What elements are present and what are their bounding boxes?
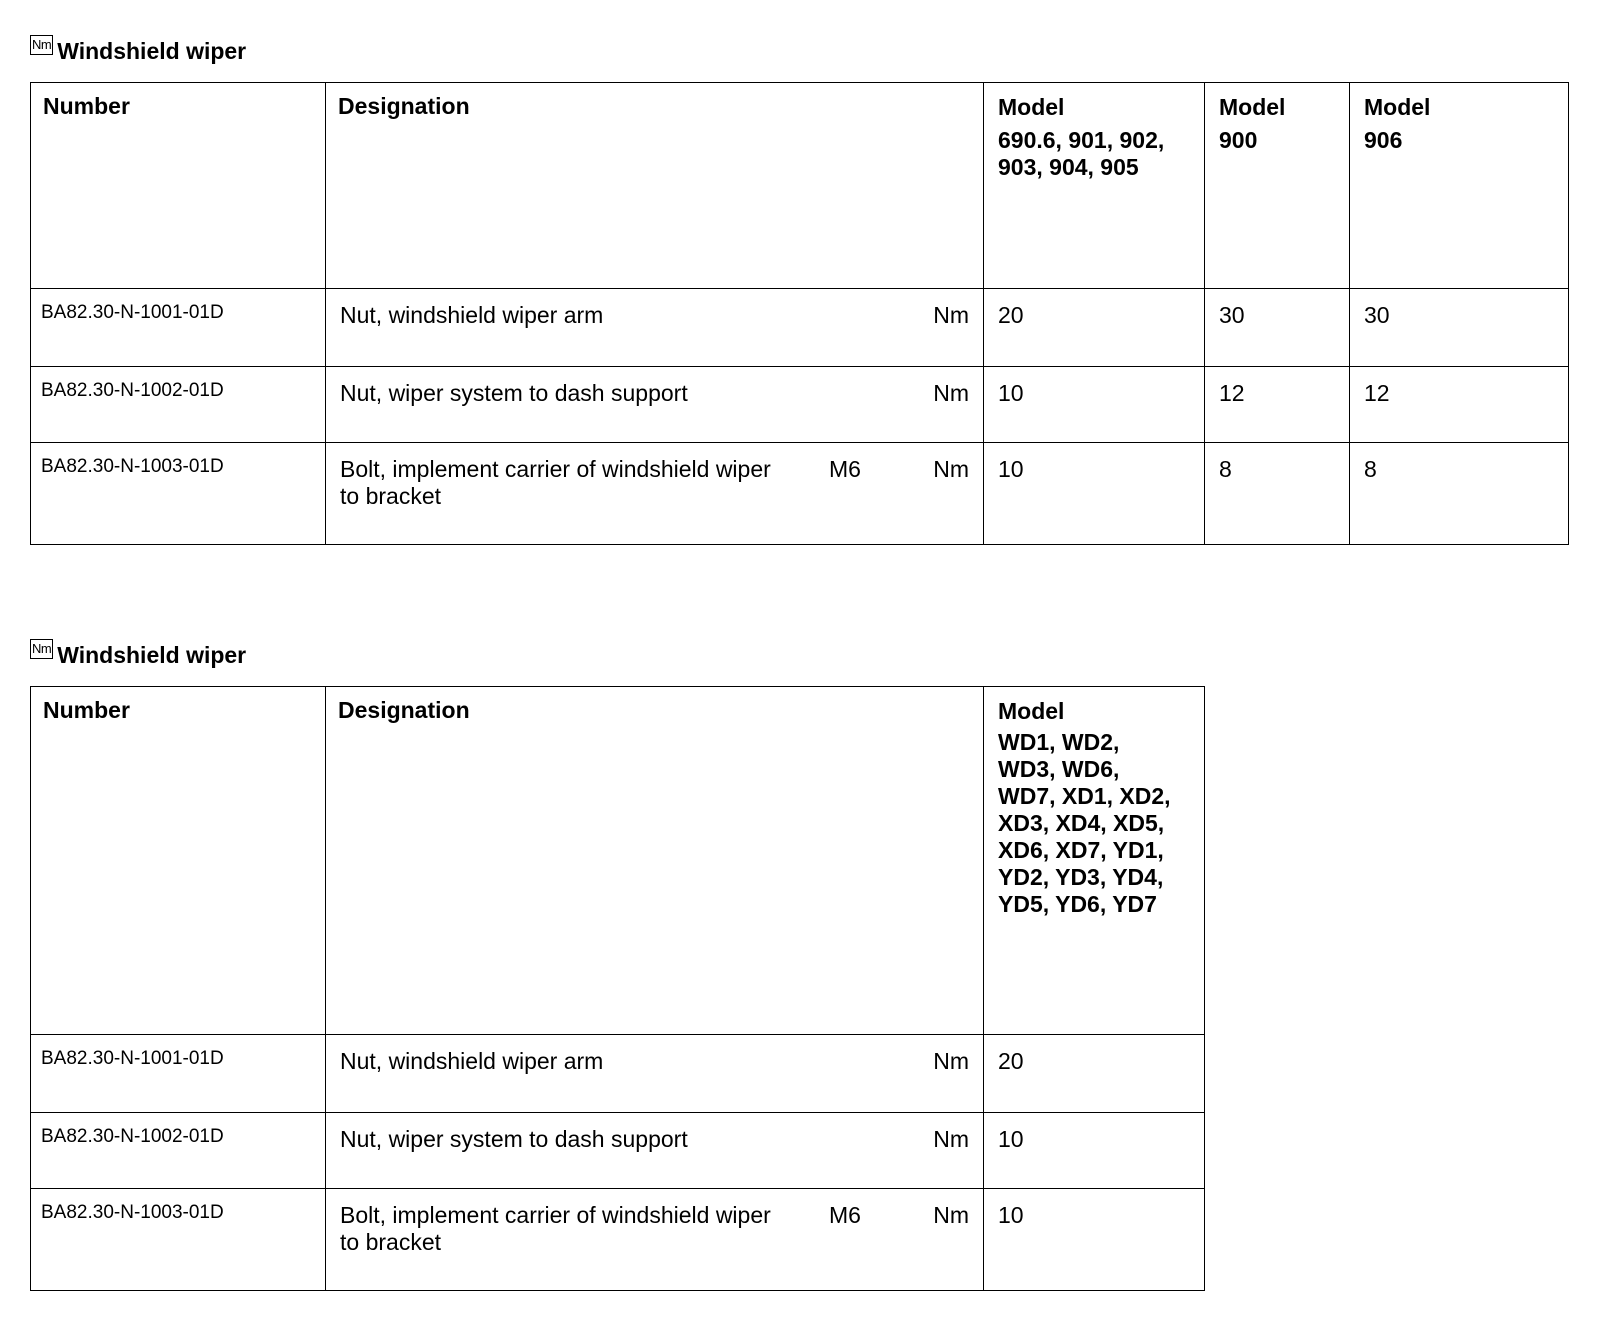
designation-text: Nut, wiper system to dash support: [340, 380, 688, 406]
row-designation: [326, 1189, 984, 1291]
header-designation: Designation: [326, 687, 984, 1035]
torque-section-1: [30, 34, 1569, 545]
designation-text: Bolt, implement carrier of windshield wiper to bracket: [340, 456, 771, 509]
designation-text: Nut, windshield wiper arm: [340, 1048, 604, 1074]
row-number: BA82.30-N-1002-01D: [31, 367, 326, 443]
row-designation: [326, 1035, 984, 1113]
header-model-list: 900: [1219, 127, 1258, 153]
row-designation: [326, 367, 984, 443]
header-model-1: [984, 687, 1205, 1035]
row-number: BA82.30-N-1001-01D: [31, 289, 326, 367]
row-value: 30: [1350, 289, 1569, 367]
torque-table-1: [30, 82, 1569, 545]
header-model-3: [1350, 83, 1569, 289]
torque-nm-icon: Nm: [30, 35, 53, 55]
header-model-list: WD1, WD2, WD3, WD6, WD7, XD1, XD2, XD3, XD4, XD5, XD6, XD7, YD1, YD2, YD3, YD4, YD5, YD6, YD7: [998, 729, 1171, 917]
designation-text: Nut, wiper system to dash support: [340, 1126, 688, 1152]
row-value: 12: [1205, 367, 1350, 443]
row-number: BA82.30-N-1003-01D: [31, 443, 326, 545]
header-model-word: Model: [1364, 94, 1431, 120]
row-designation: [326, 1113, 984, 1189]
row-number: BA82.30-N-1001-01D: [31, 1035, 326, 1113]
row-value: 8: [1205, 443, 1350, 545]
row-value: 12: [1350, 367, 1569, 443]
row-value: 10: [984, 1113, 1205, 1189]
unit-label: Nm: [933, 1048, 969, 1074]
section-title: Windshield wiper: [57, 38, 247, 64]
row-value: 20: [984, 1035, 1205, 1113]
thread-size: M6: [829, 456, 861, 482]
table-header-row: [31, 83, 1569, 289]
row-designation: [326, 443, 984, 545]
table-row: [31, 289, 1569, 367]
table-row: [31, 1035, 1205, 1113]
row-designation: [326, 289, 984, 367]
unit-label: Nm: [933, 1126, 969, 1152]
table-row: [31, 443, 1569, 545]
unit-label: Nm: [933, 302, 969, 328]
unit-label: Nm: [933, 1202, 969, 1228]
header-model-list: 906: [1364, 127, 1403, 153]
row-value: 10: [984, 443, 1205, 545]
row-value: 10: [984, 367, 1205, 443]
header-model-2: [1205, 83, 1350, 289]
designation-text: Bolt, implement carrier of windshield wiper to bracket: [340, 1202, 771, 1255]
header-model-word: Model: [998, 94, 1065, 120]
header-model-1: [984, 83, 1205, 289]
section-heading: [30, 34, 1569, 66]
header-model-word: Model: [1219, 94, 1286, 120]
unit-label: Nm: [933, 456, 969, 482]
row-value: 20: [984, 289, 1205, 367]
row-number: BA82.30-N-1002-01D: [31, 1113, 326, 1189]
header-number: Number: [31, 83, 326, 289]
header-model-word: Model: [998, 698, 1065, 724]
section-heading: [30, 638, 1205, 670]
torque-table-2: [30, 686, 1205, 1291]
row-value: 10: [984, 1189, 1205, 1291]
designation-text: Nut, windshield wiper arm: [340, 302, 604, 328]
table-row: [31, 1113, 1205, 1189]
torque-section-2: [30, 638, 1205, 1291]
unit-label: Nm: [933, 380, 969, 406]
header-number: Number: [31, 687, 326, 1035]
row-value: 8: [1350, 443, 1569, 545]
table-header-row: [31, 687, 1205, 1035]
header-designation: Designation: [326, 83, 984, 289]
torque-nm-icon: Nm: [30, 639, 53, 659]
table-row: [31, 1189, 1205, 1291]
section-title: Windshield wiper: [57, 642, 247, 668]
thread-size: M6: [829, 1202, 861, 1228]
header-model-list: 690.6, 901, 902, 903, 904, 905: [998, 127, 1165, 180]
table-row: [31, 367, 1569, 443]
row-value: 30: [1205, 289, 1350, 367]
row-number: BA82.30-N-1003-01D: [31, 1189, 326, 1291]
